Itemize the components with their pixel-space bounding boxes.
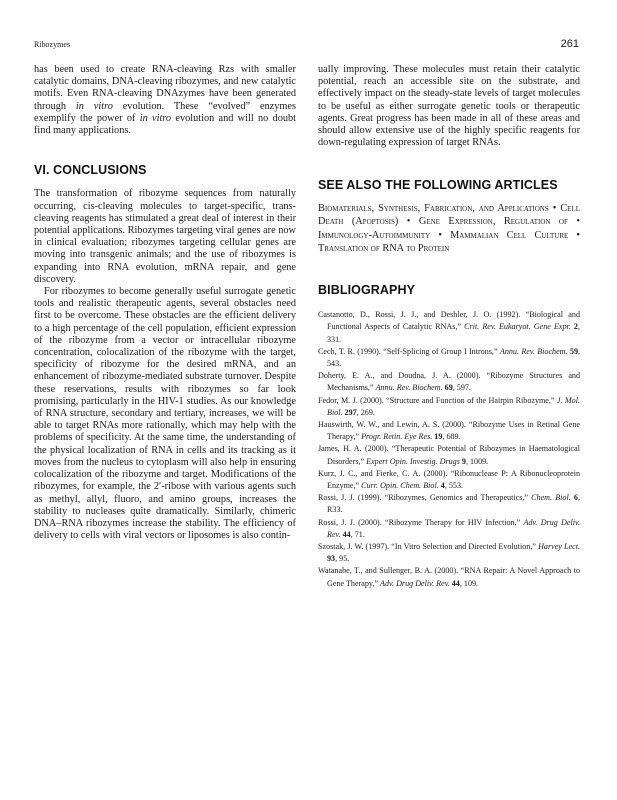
pages: , 269. xyxy=(356,407,375,417)
volume: 2 xyxy=(573,322,578,332)
volume: 44 xyxy=(451,578,460,588)
italic-term: in vitro xyxy=(75,100,113,112)
bibliography-entry xyxy=(318,370,580,394)
text-segment: evolution and will no doubt find many applications. xyxy=(34,112,296,137)
volume: 9 xyxy=(461,456,466,466)
reference-text: Doherty, E. A., and Doudna, J. A. (2000). “Ribozyme Structures and Mechanisms,” xyxy=(318,371,580,393)
see-also-list xyxy=(318,202,580,256)
journal-name: Harvey Lect. xyxy=(538,542,580,552)
bibliography-list xyxy=(318,309,580,590)
italic-term: in vitro xyxy=(139,112,172,124)
volume: 19 xyxy=(434,432,443,442)
reference-text: Hauswirth, W. W., and Lewin, A. S. (2000). “Ribozyme Uses in Retinal Gene Therapy,” xyxy=(318,420,580,442)
conclusions-paragraph-2: For ribozymes to become generally useful surrogate genetic tools and realistic therapeutic agents, several obstacles need first to be overcome. These obstacles are the efficient delivery to a high percentage of the cell population, efficient expression of the ribozyme from a vector or intracellular ribozyme concentration, colocalization of the ribozyme with the target, specificity of ribozyme for the desired mRNA, and an enhancement of ribozyme-mediated substrate turnover. Despite these reservations, results with ribozymes so far look promising, particularly in the HIV-1 studies. As our knowledge of RNA structure, secondary and tertiary, increases, we will be able to target RNAs more rationally, which may help with the problems of specificity. At the same time, the understanding of the physical localization of RNA in cells and its tracking as it moves from the nucleus to cytoplasm will also help in ensuring colocalization of the ribozyme and target. Modifications of the ribozymes, for example, the 2′-ribose with various agents such as methyl, allyl, fluoro, and amino groups, increases the stability to nucleases quite dramatically. Similarly, chimeric DNA–RNA ribozymes increase the stability. The efficiency of delivery to cells with viral vectors or liposomes is also contin- xyxy=(34,286,296,542)
page-number: 261 xyxy=(560,38,579,50)
bibliography-entry xyxy=(318,346,580,370)
bullet-separator: • xyxy=(406,216,411,228)
pages: , 95. xyxy=(335,554,350,564)
reference-text: James, H. A. (2000). “Therapeutic Potential of Ribozymes in Haematological Disorders,” xyxy=(318,444,580,466)
bibliography-entry xyxy=(318,309,580,346)
reference-text: Szostak, J. W. (1997). “In Vitro Selection and Directed Evolution,” xyxy=(318,542,539,552)
volume: 69 xyxy=(444,383,453,393)
see-also-article-link[interactable]: Translation of RNA to Protein xyxy=(318,243,450,255)
reference-text: Kurz, J. C., and Fierke, C. A. (2000). “Ribonuclease P: A Ribonucleoprotein Enzyme,” xyxy=(318,468,580,491)
bibliography-entry xyxy=(318,443,580,467)
bullet-separator: • xyxy=(552,202,557,214)
journal-name: Progr. Retin. Eye Res. xyxy=(361,432,433,442)
reference-text: Fedor, M. J. (2000). “Structure and Function of the Hairpin Ribozyme,” xyxy=(318,395,557,405)
pages: , 689. xyxy=(442,432,461,442)
reference-text: Rossi, J. J. (2000). “Ribozyme Therapy for HIV Infection,” xyxy=(318,517,524,527)
bibliography-entry xyxy=(318,468,580,492)
bullet-separator: • xyxy=(576,216,580,228)
pages: , 553. xyxy=(444,481,464,491)
volume: 59 xyxy=(569,346,578,356)
see-also-article-link[interactable]: Mammalian Cell Culture xyxy=(450,229,569,241)
bibliography-entry xyxy=(318,517,580,541)
bibliography-entry xyxy=(318,541,580,565)
pages: , 331. xyxy=(327,322,580,344)
journal-name: Annu. Rev. Biochem. xyxy=(499,346,568,356)
volume: 93 xyxy=(327,554,336,564)
conclusions-paragraph-1: The transformation of ribozyme sequences from naturally occurring, cis-cleaving molecules to target-specific, trans-cleaving reagents has stimulated a great deal of interest in their potential applications. Ribozymes targeting viral genes are now in clinical evaluation; ribozymes targeting cellular genes are moving into transgenic animals; and the use of ribozymes is expanding into RNA evolution, mRNA repair, and gene discovery. xyxy=(34,188,296,285)
journal-name: Expert Opin. Investig. Drugs xyxy=(366,456,460,466)
volume: 297 xyxy=(344,407,357,417)
volume: 44 xyxy=(342,529,351,539)
pages: , 71. xyxy=(350,529,365,539)
bibliography-entry xyxy=(318,419,580,443)
journal-name: Adv. Drug Deliv. Rev. xyxy=(380,578,450,588)
left-column xyxy=(34,64,296,542)
volume: 4 xyxy=(440,481,445,491)
reference-text: Cech, T. R. (1990). “Self-Splicing of Group I Introns,” xyxy=(318,346,500,356)
right-column xyxy=(318,64,580,590)
pages: , 543. xyxy=(327,346,581,369)
see-also-article-link[interactable]: Cell Death (Apoptosis) xyxy=(318,202,581,228)
text-segment: has been used to create RNA-cleaving Rzs with smaller catalytic domains, DNA-cleaving ribozymes, and new catalytic motifs. Even RNA-cleaving DNAzymes have been generated through xyxy=(34,64,296,112)
reference-text: Castanotto, D., Rossi, J. J., and Deshler, J. O. (1992). “Biological and Functional Aspects of Catalytic RNAs,” xyxy=(318,310,580,332)
bibliography-entry xyxy=(318,395,580,419)
continued-paragraph: ually improving. These molecules must retain their catalytic potential, reach an accessible site on the substrate, and effectively impact on the steady-state levels of target molecules to be useful as either surrogate genetic tools or therapeutic agents. Great progress has been made in all of these areas and should allow extensive use of the highly specific reagents for down-regulating expression of target RNAs. xyxy=(318,64,580,149)
bibliography-entry xyxy=(318,565,580,589)
pages: , 1009. xyxy=(465,456,489,466)
journal-name: Crit. Rev. Eukaryot. Gene Expr. xyxy=(464,322,571,332)
bullet-separator: • xyxy=(576,229,581,241)
see-also-article-link[interactable]: Gene Expression, Regulation of xyxy=(418,216,568,228)
volume: 6 xyxy=(573,493,578,503)
reference-text: Rossi, J. J. (1999). “Ribozymes, Genomics and Therapeutics,” xyxy=(318,493,532,503)
journal-name: Chem. Biol. xyxy=(531,493,571,503)
see-also-heading: SEE ALSO THE FOLLOWING ARTICLES xyxy=(318,178,558,193)
text-segment: evolution. These “evolved” enzymes exemplify the power of xyxy=(34,100,296,124)
pages: , R33. xyxy=(327,493,580,515)
see-also-article-link[interactable]: Immunology-Autoimmunity xyxy=(318,229,431,241)
bibliography-heading: BIBLIOGRAPHY xyxy=(318,283,416,297)
see-also-article-link[interactable]: Biomaterials, Synthesis, Fabrication, and Applications xyxy=(318,202,549,214)
journal-name: Annu. Rev. Biochem. xyxy=(375,383,443,393)
journal-name: J. Mol. Biol. xyxy=(327,395,580,417)
reference-text: Watanabe, T., and Sullenger, B. A. (2000). “RNA Repair: A Novel Approach to Gene Therapy,” xyxy=(318,566,580,588)
journal-name: Adv. Drug Deliv. Rev. xyxy=(327,517,580,539)
pages: , 597. xyxy=(452,383,471,393)
pages: , 109. xyxy=(459,578,479,588)
bullet-separator: • xyxy=(438,229,442,241)
bibliography-entry xyxy=(318,492,580,516)
conclusions-heading: VI. CONCLUSIONS xyxy=(34,163,147,178)
journal-name: Curr. Opin. Chem. Biol. xyxy=(361,481,439,491)
running-title: Ribozymes xyxy=(34,40,70,49)
intro-paragraph xyxy=(34,64,296,137)
